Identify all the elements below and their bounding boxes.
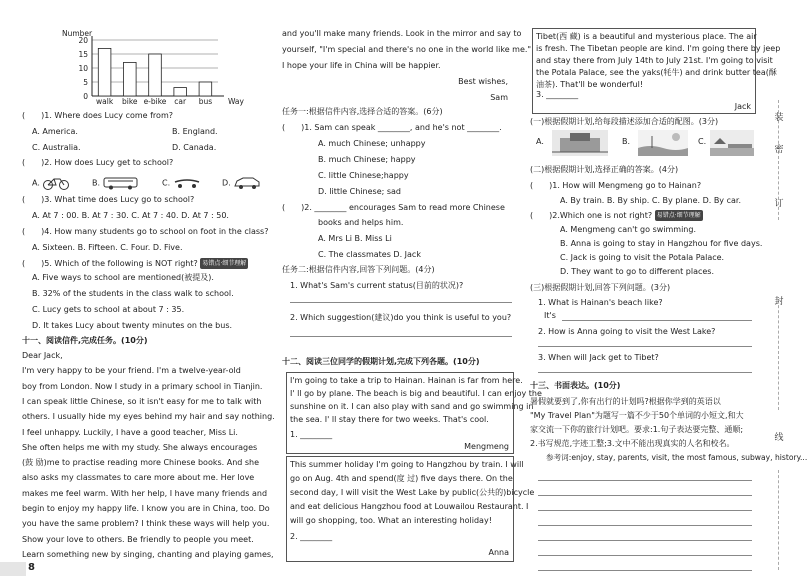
binding-seal-feng: 封: [774, 297, 784, 307]
x-axis-label: Way: [228, 97, 244, 106]
y-tick-label: 0: [83, 92, 88, 101]
reference-words: 参考词:enjoy, stay, parents, visit, the most famous, subway, history...: [546, 453, 807, 462]
plan-name-mengmeng: Mengmeng: [464, 442, 509, 451]
p2-q2-question: ( )2.Which one is not right?: [530, 211, 653, 220]
letter-closing: Best wishes,: [458, 77, 508, 86]
letter-line: Learn something new by singing, chanting and playing games,: [22, 549, 274, 559]
plan-name-jack: Jack: [734, 102, 751, 111]
plan-line: the sea. I' ll stay there for two weeks. That's cool.: [290, 415, 489, 424]
writing-instruction-2: "My Travel Plan"为题写一篇不少于50个单词的小短文,和大: [530, 411, 744, 420]
part1-heading: (一)根据假期计划,给每段描述添加合适的配图。(3分): [530, 117, 719, 126]
p3-q1-text: 1. What is Hainan's beach like?: [538, 298, 663, 307]
letter-line: I hope your life in China will be happier.: [282, 61, 441, 70]
q1-option-d[interactable]: D. Canada.: [172, 143, 217, 152]
plan-line: and eat delicious Hangzhou food at Louwailou Restaurant. I: [290, 502, 529, 511]
writing-line[interactable]: [538, 540, 752, 541]
part3-heading: (三)根据假期计划,回答下列问题。(3分): [530, 283, 671, 292]
q5-option-d[interactable]: D. It takes Lucy about twenty minutes on the bus.: [32, 321, 233, 330]
p3-q1-prompt: It's: [544, 311, 556, 320]
p2-q1-options[interactable]: A. By train. B. By ship. C. By plane. D. By car.: [560, 196, 741, 205]
plan-line: sunshine on it. I can also play with sand and go swimming in: [290, 402, 534, 411]
p2-q2-option-c[interactable]: C. Jack is going to visit the Potala Palace.: [560, 253, 725, 262]
p2-q2-text: [530, 210, 703, 221]
right-column: [530, 0, 807, 588]
bus-icon: [103, 176, 139, 190]
y-tick-label: 15: [78, 50, 88, 59]
x-tick-label: walk: [96, 97, 114, 106]
plan-answer-1[interactable]: 1. ________: [290, 430, 333, 439]
part2-heading: (二)根据假期计划,选择正确的答案。(4分): [530, 165, 679, 174]
car-icon: [233, 176, 261, 190]
t1-q1-option-c[interactable]: C. little Chinese;happy: [318, 171, 409, 180]
t2-q1-answer-line[interactable]: [290, 302, 512, 303]
letter-signer: Sam: [490, 93, 508, 102]
q1-option-c[interactable]: C. Australia.: [32, 143, 81, 152]
p3-q2-text: 2. How is Anna going to visit the West Lake?: [538, 327, 716, 336]
binding-dash-mid: [778, 300, 779, 410]
letter-line: I can speak little Chinese, so it isn't easy for me to talk with: [22, 396, 262, 406]
page-number-bar: [0, 562, 26, 576]
p2-q2-option-d[interactable]: D. They want to go to different places.: [560, 267, 715, 276]
p3-q3-text: 3. When will Jack get to Tibet?: [538, 353, 659, 362]
letter-line: Show your love to others. Be friendly to people you meet.: [22, 534, 254, 544]
letter-line: boy from London. Now I study in a primary school in Tianjin.: [22, 381, 263, 391]
plan-box-anna: [286, 456, 535, 562]
q1-text: ( )1. Where does Lucy come from?: [22, 111, 173, 120]
binding-char-3: 线: [774, 433, 784, 443]
writing-area[interactable]: [538, 466, 752, 576]
beach-image: [638, 130, 688, 156]
y-axis-label: Number: [62, 29, 93, 38]
p2-q2-hint-tag: 易错点·细节理解: [656, 212, 701, 219]
q2-option-d-label: D.: [222, 178, 231, 188]
q4-options[interactable]: A. Sixteen. B. Fifteen. C. Four. D. Five.: [32, 243, 183, 252]
p3-q3-answer-line[interactable]: [538, 372, 752, 373]
q2-option-c[interactable]: [162, 176, 201, 190]
letter-line: others. I usually hide my eyes behind my hair and say nothing.: [22, 412, 275, 422]
picture-option-a-label[interactable]: A.: [536, 137, 544, 146]
t1-q2-options-cd[interactable]: C. The classmates D. Jack: [318, 250, 421, 259]
middle-column: [282, 0, 542, 588]
x-tick-label: bus: [198, 97, 213, 106]
section-11-heading: 十一、阅读信件,完成任务。(10分): [22, 336, 148, 345]
writing-instruction-3: 家交流一下你的旅行计划吧。要求:1.句子表达要完整、通顺;: [530, 425, 744, 434]
bar-chart: [22, 26, 264, 106]
y-tick-label: 10: [78, 64, 88, 73]
task2-heading: 任务二:根据信件内容,回答下列问题。(4分): [282, 265, 435, 274]
binding-char-1: 装: [774, 113, 784, 123]
plan-box-mengmeng: [286, 372, 542, 454]
bar: [149, 54, 162, 96]
q5-option-c[interactable]: C. Lucy gets to school at about 7 : 35.: [32, 305, 185, 314]
q2-option-a[interactable]: [32, 176, 70, 190]
t2-q1-text: 1. What's Sam's current status(目前的状况)?: [290, 281, 464, 290]
binding-seal-mi: 密: [774, 145, 784, 155]
x-tick-label: bike: [122, 97, 138, 106]
plan-line: I'm going to take a trip to Hainan. Hainan is far from here.: [290, 376, 523, 385]
t1-q2-text-cont: books and helps him.: [318, 218, 404, 227]
t1-q1-option-b[interactable]: B. much Chinese; happy: [318, 155, 416, 164]
bar: [174, 88, 187, 96]
writing-line[interactable]: [538, 510, 752, 511]
plan-line: This summer holiday I'm going to Hangzhou by train. I will: [290, 460, 524, 469]
q4-text: ( )4. How many students go to school on foot in the class?: [22, 227, 269, 236]
letter-line: makes me feel warm. With her help, I have many friends and: [22, 488, 268, 498]
q5-text: [22, 258, 248, 269]
q5-option-a[interactable]: A. Five ways to school are mentioned(被提及).: [32, 273, 214, 282]
writing-line[interactable]: [538, 570, 752, 571]
plan-name-anna: Anna: [488, 548, 509, 557]
bar: [199, 82, 212, 96]
plan-answer-2[interactable]: 2. ________: [290, 532, 333, 541]
t2-q2-answer-line[interactable]: [290, 336, 512, 337]
p2-q1-text: ( )1. How will Mengmeng go to Hainan?: [530, 181, 702, 190]
q1-option-b[interactable]: B. England.: [172, 127, 218, 136]
letter-line: also asks my classmates to care more about me. Her love: [22, 473, 255, 483]
writing-instruction-1: 暑假就要到了,你有出行的计划吗?根据你学到的英语以: [530, 397, 721, 406]
q2-option-d[interactable]: [222, 176, 261, 190]
binding-dash-bottom: [778, 470, 779, 570]
plan-box-jack: [532, 28, 781, 114]
q2-option-b-label: B.: [92, 178, 101, 188]
t2-q2-text: 2. Which suggestion(建议)do you think is useful to you?: [290, 313, 512, 322]
q5-question: ( )5. Which of the following is NOT right?: [22, 259, 198, 268]
binding-char-2: 订: [774, 199, 784, 209]
x-tick-label: e-bike: [143, 97, 167, 106]
t1-q1-option-a[interactable]: A. much Chinese; unhappy: [318, 139, 426, 148]
q2-text: ( )2. How does Lucy get to school?: [22, 158, 174, 167]
plan-line: and stay there from July 14th to July 21st. I'm going to visit: [536, 56, 773, 65]
letter-line: I feel unhappy. Luckily, I have a good teacher, Miss Li.: [22, 427, 238, 437]
page-number: 8: [28, 562, 35, 573]
west-lake-image: [710, 130, 754, 156]
writing-line[interactable]: [538, 555, 752, 556]
section-12-heading: 十二、阅读三位同学的假期计划,完成下列各题。(10分): [282, 357, 480, 366]
plan-answer-3[interactable]: 3. ________: [536, 90, 579, 99]
t1-q1-option-d[interactable]: D. little Chinese; sad: [318, 187, 401, 196]
writing-line[interactable]: [538, 495, 752, 496]
letter-line: begin to enjoy my happy life. I know you are in China, too. Do: [22, 504, 270, 513]
plan-line: is fresh. The Tibetan people are kind. I'm going there by jeep: [536, 44, 781, 53]
letter-line: and you'll make many friends. Look in the mirror and say to: [282, 29, 522, 38]
left-column: [22, 0, 275, 588]
y-tick-label: 20: [78, 36, 88, 45]
plan-line: go on Aug. 4th and spend(度 过) five days there. On the: [290, 474, 513, 483]
bar: [124, 62, 137, 96]
plan-line: second day, I will visit the West Lake by public(公共的)bicycle: [290, 488, 535, 497]
q2-option-a-label: A.: [32, 178, 40, 188]
q3-text: ( )3. What time does Lucy go to school?: [22, 195, 195, 204]
writing-line[interactable]: [538, 525, 752, 526]
letter-line: She often helps me with my study. She always encourages: [22, 442, 258, 452]
letter-line: yourself, "I'm special and there's no one in the world like me.": [282, 45, 532, 54]
p3-q1-answer-line[interactable]: [562, 320, 752, 321]
p2-q2-option-b[interactable]: B. Anna is going to stay in Hangzhou for five days.: [560, 239, 763, 248]
q5-hint-tag: 易错点·细节理解: [202, 260, 247, 267]
picture-option-c-label[interactable]: C.: [698, 137, 707, 146]
q3-options[interactable]: A. At 7 : 00. B. At 7 : 30. C. At 7 : 40. D. At 7 : 50.: [32, 211, 229, 220]
writing-instruction-4: 2.书写规范,字迹工整;3.文中不能出现真实的人名和校名。: [530, 439, 735, 448]
picture-option-b-label[interactable]: B.: [622, 137, 631, 146]
bicycle-icon: [42, 176, 70, 190]
letter-line: Dear Jack,: [22, 351, 63, 360]
bar: [98, 48, 111, 96]
x-tick-label: car: [174, 97, 187, 106]
writing-line[interactable]: [538, 480, 752, 481]
letter-line: I'm very happy to be your friend. I'm a twelve-year-old: [22, 366, 241, 376]
q2-option-b[interactable]: [92, 176, 139, 190]
letter-line: (鼓 励)me to practise reading more Chinese books. And she: [22, 458, 260, 468]
skateboard-icon: [173, 176, 201, 190]
plan-line: 油茶). That'll be wonderful!: [536, 80, 644, 89]
section-13-heading: 十三、书面表达。(10分): [530, 381, 621, 390]
p2-q2-option-a[interactable]: A. Mengmeng can't go swimming.: [560, 225, 696, 234]
t1-q2-options-ab[interactable]: A. Mrs Li B. Miss Li: [318, 234, 392, 243]
t1-q1-text: ( )1. Sam can speak ________, and he's not ________.: [282, 123, 502, 132]
p3-q2-answer-line[interactable]: [538, 346, 752, 347]
task1-heading: 任务一:根据信件内容,选择合适的答案。(6分): [282, 107, 443, 116]
letter-line: you have the same problem? I think these ways will help you.: [22, 519, 270, 529]
potala-palace-image: [552, 130, 608, 156]
y-tick-label: 5: [83, 78, 88, 87]
plan-line: will go shopping, too. What an interesting holiday!: [290, 516, 492, 525]
q1-option-a[interactable]: A. America.: [32, 127, 78, 136]
t1-q2-text: ( )2. ________ encourages Sam to read more Chinese: [282, 203, 505, 212]
plan-line: I' ll go by plane. The beach is big and beautiful. I can enjoy the: [290, 389, 542, 398]
q2-option-c-label: C.: [162, 178, 171, 188]
plan-line: the Potala Palace, see the yaks(牦牛) and drink butter tea(酥: [536, 68, 777, 77]
q5-option-b[interactable]: B. 32% of the students in the class walk to school.: [32, 289, 234, 298]
plan-line: Tibet(西 藏) is a beautiful and mysterious place. The air: [536, 32, 757, 41]
